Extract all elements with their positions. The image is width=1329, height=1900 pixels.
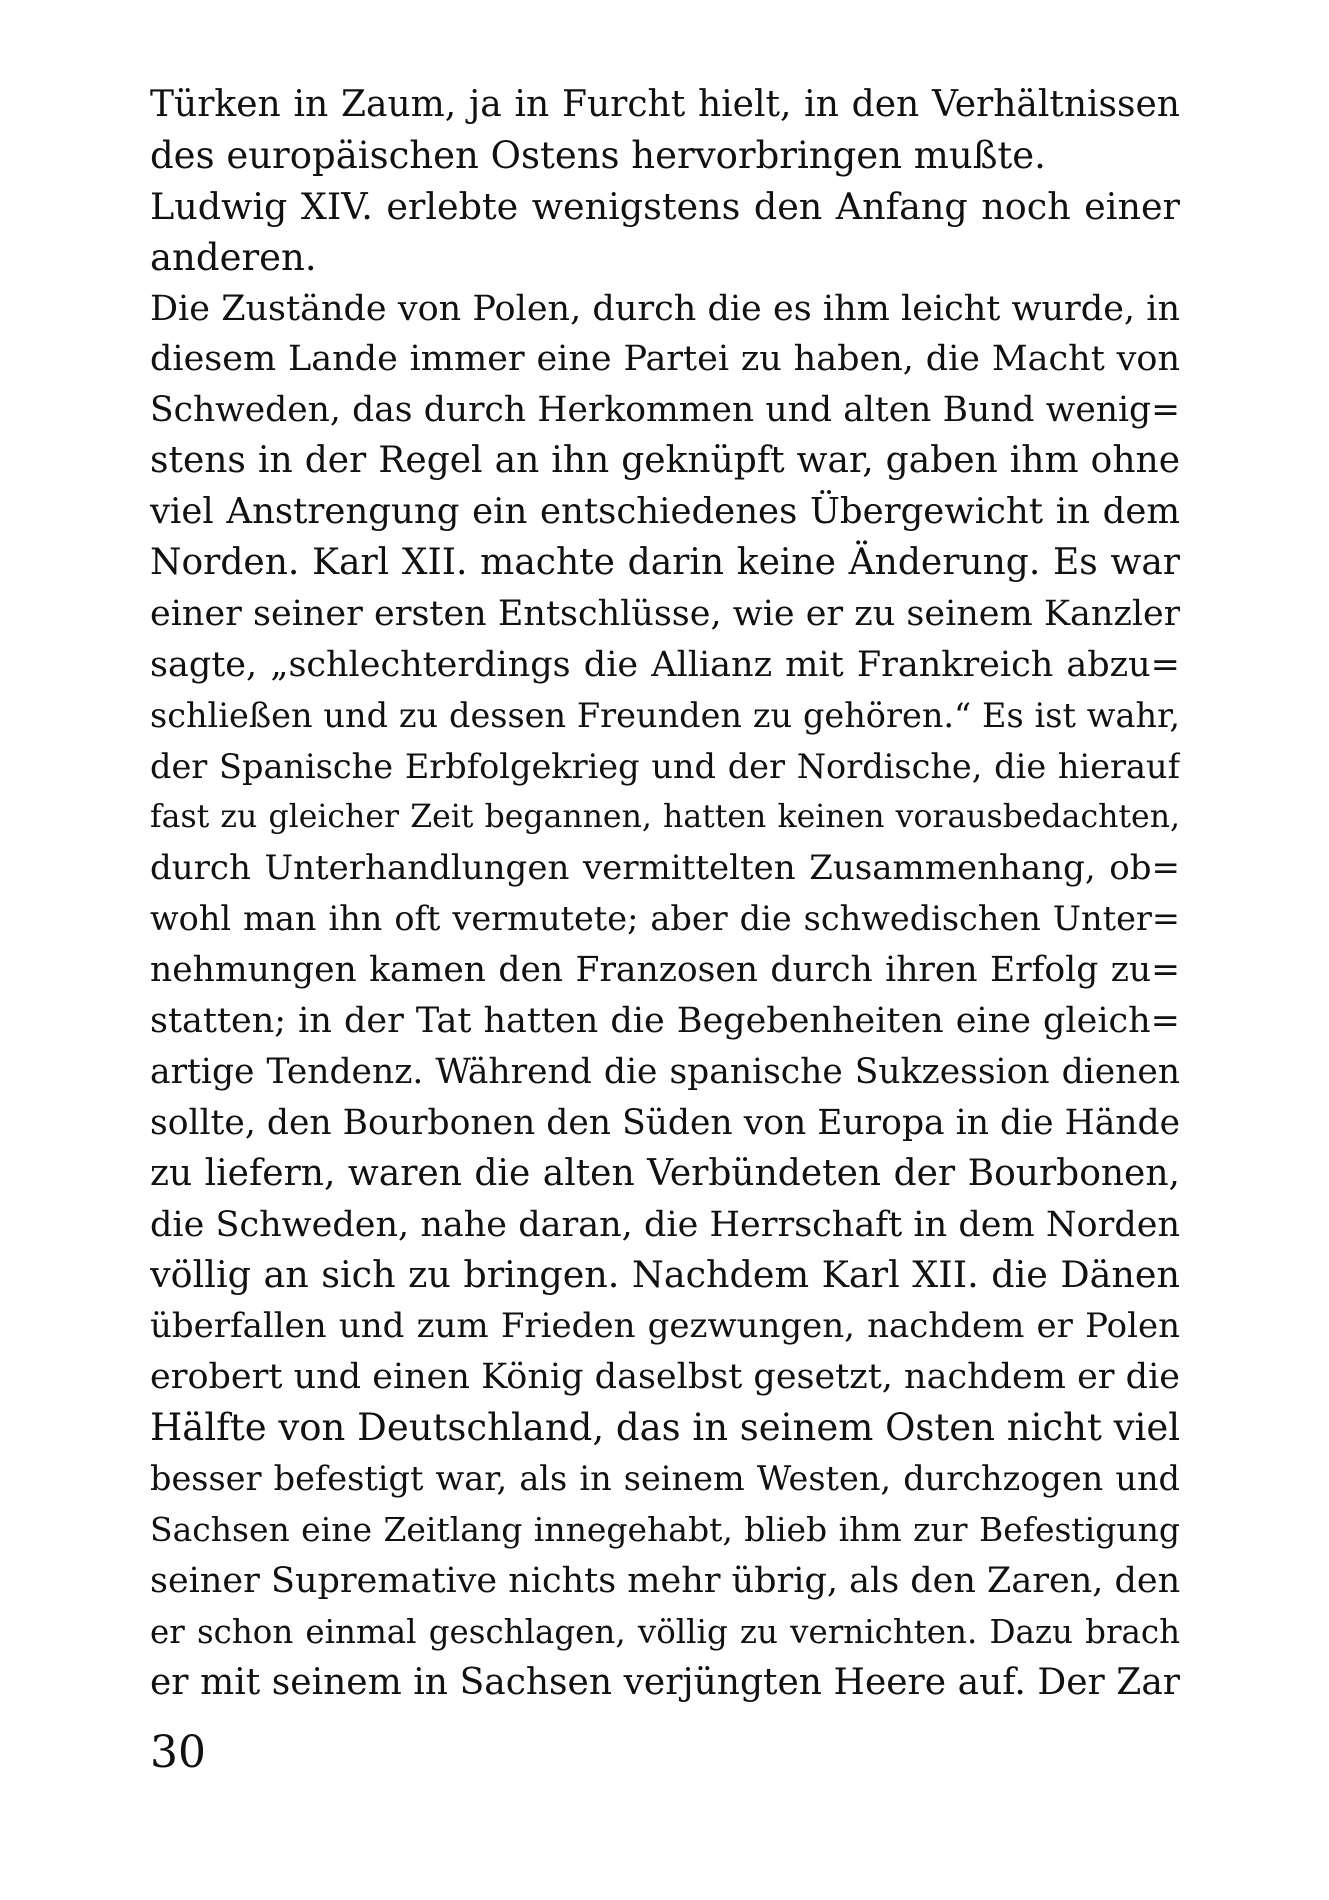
- text-line: völlig an sich zu bringen. Nachdem Karl XII. die Dänen: [150, 1253, 1180, 1297]
- text-line: schließen und zu dessen Freunden zu gehören.“ Es ist wahr,: [150, 695, 1180, 735]
- text-line: viel Anstrengung ein entschiedenes Übergewicht in dem: [150, 491, 1180, 533]
- text-line: Ludwig XIV. erlebte wenigstens den Anfang noch einer: [150, 184, 1180, 228]
- text-line: Türken in Zaum, ja in Furcht hielt, in den Verhältnissen: [150, 84, 1180, 125]
- text-line: zu liefern, waren die alten Verbündeten der Bourbonen,: [150, 1152, 1180, 1194]
- text-line: seiner Supremative nichts mehr übrig, als den Zaren, den: [150, 1560, 1180, 1601]
- text-line: nehmungen kamen den Franzosen durch ihren Erfolg zu=: [150, 950, 1180, 991]
- text-line: er schon einmal geschlagen, völlig zu vernichten. Dazu brach: [150, 1612, 1180, 1651]
- text-line: durch Unterhandlungen vermittelten Zusammenhang, ob=: [150, 848, 1180, 889]
- text-line: die Schweden, nahe daran, die Herrschaft in dem Norden: [150, 1204, 1180, 1245]
- text-line: Sachsen eine Zeitlang innegehabt, blieb ihm zur Befestigung: [150, 1509, 1180, 1549]
- text-line: Norden. Karl XII. machte darin keine Änderung. Es war: [150, 542, 1180, 584]
- text-line: fast zu gleicher Zeit begannen, hatten keinen vorausbedachten,: [150, 799, 1180, 836]
- text-line: diesem Lande immer eine Partei zu haben, die Macht von: [150, 339, 1180, 380]
- text-line: einer seiner ersten Entschlüsse, wie er zu seinem Kanzler: [150, 593, 1180, 634]
- body-text: [150, 80, 1180, 1709]
- text-line: stens in der Regel an ihn geknüpft war, gaben ihm ohne: [150, 440, 1180, 482]
- text-line: wohl man ihn oft vermutete; aber die schwedischen Unter=: [150, 899, 1180, 939]
- text-line: sagte, „schlechterdings die Allianz mit Frankreich abzu=: [150, 644, 1180, 685]
- text-line: Die Zustände von Polen, durch die es ihm leicht wurde, in: [150, 288, 1180, 329]
- text-line: Hälfte von Deutschland, das in seinem Osten nicht viel: [150, 1406, 1180, 1450]
- text-line: artige Tendenz. Während die spanische Sukzession dienen: [150, 1051, 1180, 1092]
- text-line: er mit seinem in Sachsen verjüngten Heere auf. Der Zar: [150, 1661, 1180, 1703]
- text-line: Schweden, das durch Herkommen und alten Bund wenig=: [150, 390, 1180, 431]
- text-line: anderen.: [150, 235, 317, 279]
- text-line: überfallen und zum Frieden gezwungen, nachdem er Polen: [150, 1306, 1180, 1347]
- text-line: erobert und einen König daselbst gesetzt, nachdem er die: [150, 1357, 1180, 1398]
- text-line: der Spanische Erbfolgekrieg und der Nordische, die hierauf: [150, 746, 1180, 786]
- text-line: sollte, den Bourbonen den Süden von Europa in die Hände: [150, 1102, 1180, 1143]
- text-line: des europäischen Ostens hervorbringen mußte.: [150, 133, 1046, 177]
- text-line: besser befestigt war, als in seinem Westen, durchzogen und: [150, 1459, 1180, 1499]
- page-number: 30: [150, 1727, 206, 1778]
- text-line: statten; in der Tat hatten die Begebenheiten eine gleich=: [150, 1001, 1180, 1042]
